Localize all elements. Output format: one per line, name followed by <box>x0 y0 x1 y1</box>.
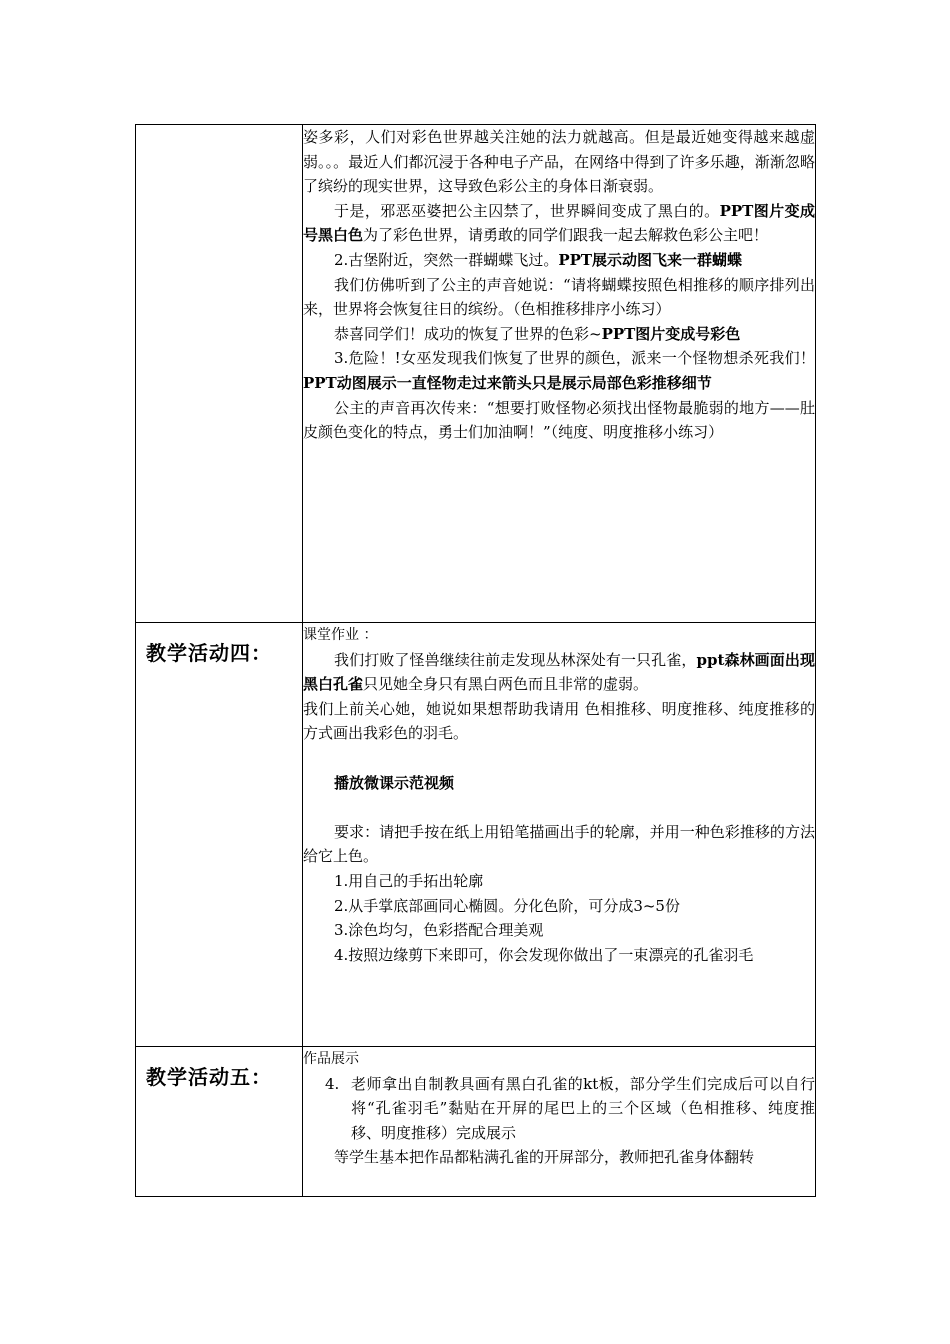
monster-weakness-paragraph: 公主的声音再次传来：“想要打败怪物必须找出怪物最脆弱的地方——肚皮颜色变化的特点，勇士们加油啊！”（纯度、明度推移小练习） <box>303 398 815 442</box>
feather-request-paragraph: 我们上前关心她，她说如果想帮助我请用 色相推移、明度推移、纯度推移的方式画出我彩色的羽毛。 <box>303 699 815 743</box>
hue-order-paragraph: 我们仿佛听到了公主的声音她说：“请将蝴蝶按照色相推移的顺序排列出来，世界将会恢复往日的缤纷。（色相推移排序小练习） <box>303 275 815 319</box>
activity-five-content <box>303 1047 816 1197</box>
step-2: 2.从手掌底部画同心椭圆。分化色阶，可分成3~5份 <box>334 896 680 915</box>
activity-three-row <box>136 125 816 623</box>
activity-four-content <box>303 623 816 1047</box>
homework-heading: 课堂作业 ： <box>303 627 378 643</box>
peacock-paragraph: 我们打败了怪兽继续往前走发现丛林深处有一只孔雀，ppt森林画面出现黑白孔雀只见她全身只有黑白两色而且非常的虚弱。 <box>303 650 815 694</box>
princess-imprisoned-paragraph: 于是，邪恶巫婆把公主囚禁了，世界瞬间变成了黑白的。PPT图片变成号黑白色为了彩色世界，请勇敢的同学们跟我一起去解救色彩公主吧！ <box>303 201 815 245</box>
activity-four-label-cell <box>136 623 303 1047</box>
color-restored-paragraph: 恭喜同学们！成功的恢复了世界的色彩~PPT图片变成号彩色 <box>334 324 741 343</box>
activity-five-row <box>136 1047 816 1197</box>
showcase-list-item: 4. 老师拿出自制教具画有黑白孔雀的kt板，部分学生们完成后可以自行将“孔雀羽毛”黏贴在开屏的尾巴上的三个区域（色相推移、纯度推移、明度推移）完成展示 <box>303 1072 815 1146</box>
activity-three-label-cell <box>136 125 303 623</box>
step-1: 1.用自己的手拓出轮廓 <box>334 871 484 890</box>
activity-four-label: 教学活动四： <box>146 641 272 665</box>
requirement-paragraph: 要求：请把手按在纸上用铅笔描画出手的轮廓，并用一种色彩推移的方法给它上色。 <box>303 822 815 866</box>
activity-five-label: 教学活动五： <box>146 1065 272 1089</box>
showcase-heading: 作品展示 <box>303 1051 359 1067</box>
final-paragraph: 等学生基本把作品都粘满孔雀的开屏部分，教师把孔雀身体翻转 <box>334 1148 755 1167</box>
butterfly-paragraph: 2.古堡附近，突然一群蝴蝶飞过。PPT展示动图飞来一群蝴蝶 <box>334 250 743 269</box>
activity-five-label-cell <box>136 1047 303 1197</box>
monster-paragraph: 3.危险！!女巫发现我们恢复了世界的颜色，派来一个怪物想杀死我们！PPT动图展示一直怪物走过来箭头只是展示局部色彩推移细节 <box>303 349 815 392</box>
list-number: 4. <box>325 1074 340 1093</box>
story-paragraph: 姿多彩，人们对彩色世界越关注她的法力就越高。但是最近她变得越来越虚弱。。。最近人们都沉浸于各种电子产品，在网络中得到了许多乐趣，渐渐忽略了缤纷的现实世界，这导致色彩公主的身体日渐衰弱。 <box>303 128 815 196</box>
video-instruction: 播放微课示范视频 <box>334 773 455 792</box>
step-4: 4.按照边缘剪下来即可，你会发现你做出了一束漂亮的孔雀羽毛 <box>334 945 754 964</box>
activity-four-row <box>136 623 816 1047</box>
lesson-plan-table <box>135 124 816 1197</box>
step-3: 3.涂色均匀，色彩搭配合理美观 <box>334 921 544 940</box>
activity-three-content <box>303 125 816 623</box>
